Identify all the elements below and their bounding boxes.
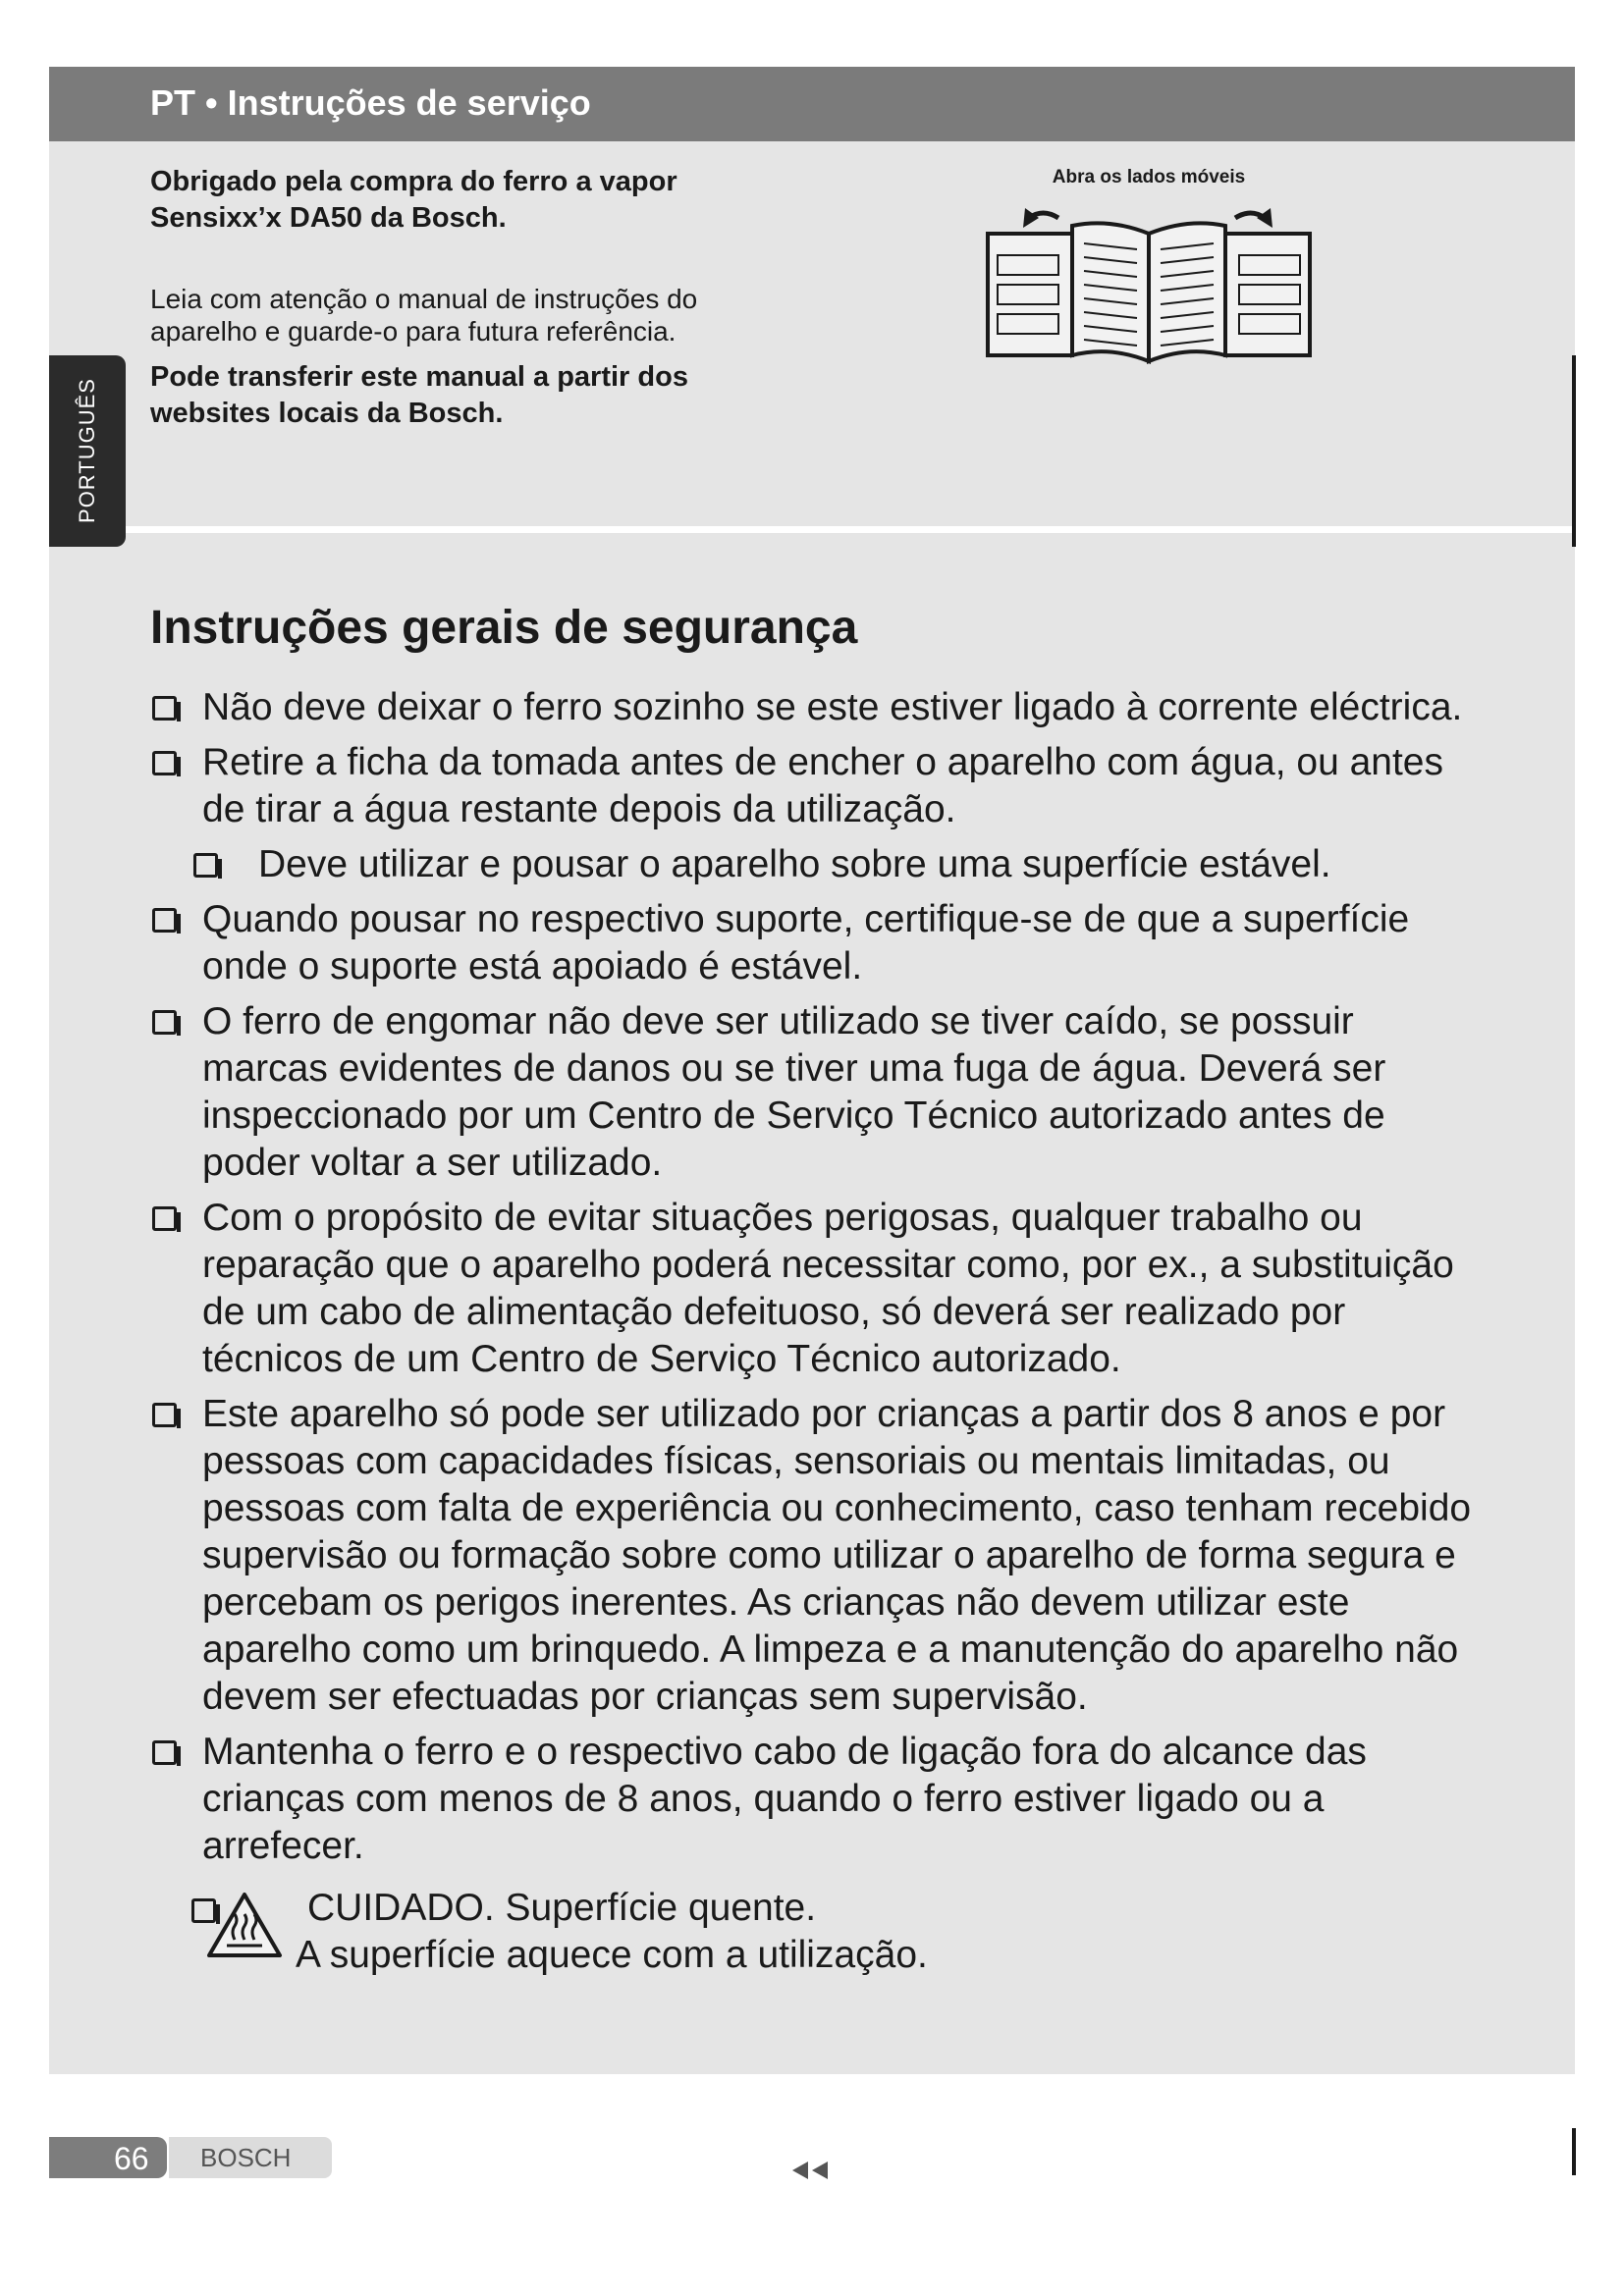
section-divider xyxy=(126,526,1575,533)
page-number-tab xyxy=(49,2137,167,2178)
hot-surface-warning-icon xyxy=(205,1891,284,1959)
list-item xyxy=(150,1195,1486,1383)
caution-heading: CUIDADO. Superfície quente. xyxy=(307,1887,817,1929)
section-title: Instruções gerais de segurança xyxy=(150,602,858,654)
checkbox-bullet-icon xyxy=(152,1206,177,1231)
list-item-text: Quando pousar no respectivo suporte, certifique-se de que a superfície onde o suporte está apoiado é estável. xyxy=(202,898,1410,988)
list-item xyxy=(150,1729,1486,1870)
checkbox-bullet-icon xyxy=(152,751,177,775)
list-item xyxy=(150,998,1486,1187)
list-item-text: Não deve deixar o ferro sozinho se este estiver ligado à corrente eléctrica. xyxy=(202,686,1463,728)
list-item-text: Retire a ficha da tomada antes de encher o aparelho com água, ou antes de tirar a água restante depois da utilização. xyxy=(202,741,1443,830)
page-number: 66 xyxy=(114,2141,149,2176)
intro-download: Pode transferir este manual a partir dos websites locais da Bosch. xyxy=(150,361,688,429)
checkbox-bullet-icon xyxy=(152,908,177,933)
list-item-text: Mantenha o ferro e o respectivo cabo de ligação fora do alcance das crianças com menos de 8 anos, quando o ferro estiver ligado ou a arrefecer. xyxy=(202,1731,1367,1867)
intro-thanks: Obrigado pela compra do ferro a vapor Sensixx’x DA50 da Bosch. xyxy=(150,166,677,234)
caution-text: A superfície aquece com a utilização. xyxy=(296,1934,928,1976)
right-edge-mark xyxy=(1572,2128,1576,2175)
booklet-fold-out-icon xyxy=(982,196,1316,373)
language-tab-label: PORTUGUÊS xyxy=(75,378,99,523)
list-item-text: Deve utilizar e pousar o aparelho sobre uma superfície estável. xyxy=(258,843,1331,885)
list-item xyxy=(150,896,1486,990)
checkbox-bullet-icon xyxy=(152,1010,177,1035)
list-item-text: O ferro de engomar não deve ser utilizado se tiver caído, se possuir marcas evidentes de danos ou se tiver uma fuga de água. Deverá ser inspeccionado por um Centro de Serviço Técnico autorizado antes de poder voltar a ser utilizado. xyxy=(202,1000,1386,1184)
safety-list xyxy=(150,684,1486,1878)
list-item xyxy=(150,739,1486,833)
list-item-text: Este aparelho só pode ser utilizado por crianças a partir dos 8 anos e por pessoas com capacidades físicas, sensoriais ou mentais limitadas, ou pessoas com falta de experiência ou conhecimento, caso tenham recebido supervisão ou formação sobre como utilizar o aparelho de forma segura e percebam os perigos inerentes. As crianças não devem utilizar este aparelho como um brinquedo. A limpeza e a manutenção do aparelho não devem ser efectuadas por crianças sem supervisão. xyxy=(202,1393,1472,1718)
list-item xyxy=(150,1391,1486,1721)
figure-caption: Abra os lados móveis xyxy=(1052,167,1246,187)
checkbox-bullet-icon xyxy=(152,696,177,721)
intro-read-manual: Leia com atenção o manual de instruções do aparelho e guarde-o para futura referência. xyxy=(150,284,698,347)
checkbox-bullet-icon xyxy=(152,1740,177,1765)
checkbox-bullet-icon xyxy=(193,853,218,878)
right-edge-mark xyxy=(1572,355,1576,547)
checkbox-bullet-icon xyxy=(152,1403,177,1427)
list-item xyxy=(191,841,1486,888)
list-item-text: Com o propósito de evitar situações perigosas, qualquer trabalho ou reparação que o aparelho poderá necessitar como, por ex., a substituição de um cabo de alimentação defeituoso, só deverá ser realizado por técnicos de um Centro de Serviço Técnico autorizado. xyxy=(202,1197,1454,1380)
list-item xyxy=(150,684,1486,731)
header-title: PT • Instruções de serviço xyxy=(150,82,591,123)
previous-page-icon[interactable] xyxy=(790,2160,834,2186)
brand-name: BOSCH xyxy=(200,2143,292,2172)
